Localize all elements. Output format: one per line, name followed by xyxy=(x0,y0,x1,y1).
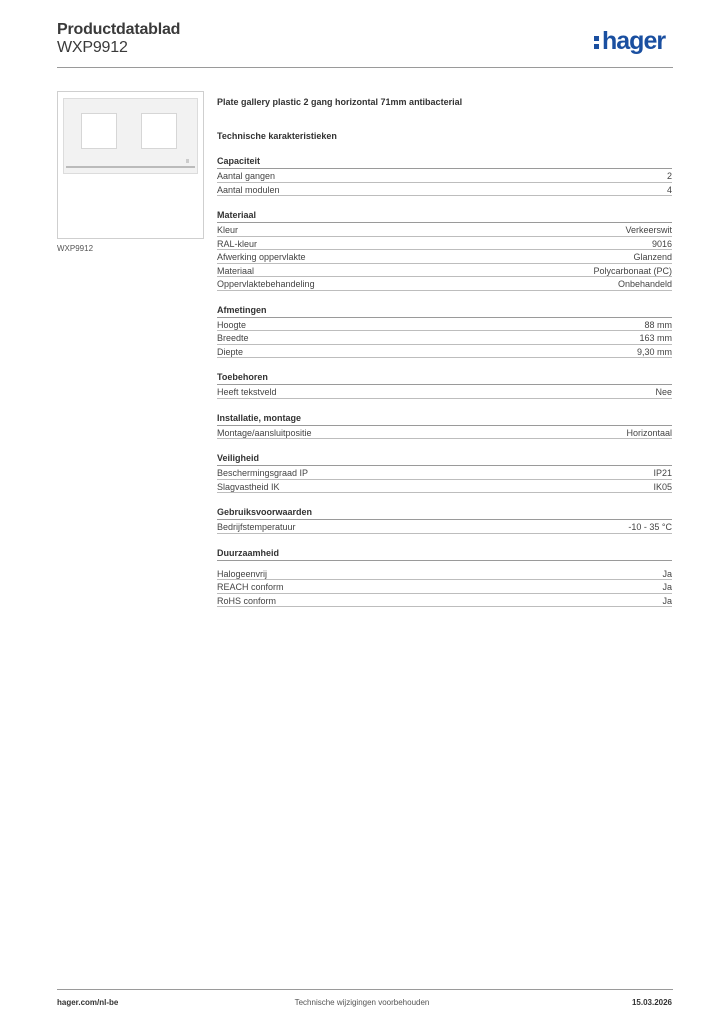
spec-row xyxy=(217,567,672,581)
logo-text: hager xyxy=(602,27,666,55)
spec-row xyxy=(217,169,672,183)
spec-section xyxy=(217,155,672,196)
spec-section xyxy=(217,209,672,291)
spec-label: Afwerking oppervlakte xyxy=(217,252,306,262)
spec-label: Aantal modulen xyxy=(217,184,280,195)
header-divider xyxy=(57,67,673,68)
spec-value: Glanzend xyxy=(633,252,672,262)
spec-section xyxy=(217,506,672,534)
spec-value: 88 mm xyxy=(644,319,672,330)
section-title: Toebehoren xyxy=(217,371,672,385)
footer-divider xyxy=(57,989,673,990)
spec-section xyxy=(217,304,672,359)
switch-plate-icon xyxy=(63,98,198,174)
hager-logo xyxy=(594,27,665,55)
section-title: Gebruiksvoorwaarden xyxy=(217,506,672,520)
logo-dots-icon xyxy=(594,32,600,50)
spec-row xyxy=(217,277,672,291)
section-title: Afmetingen xyxy=(217,304,672,318)
spec-value: IP21 xyxy=(653,468,672,478)
section-title: Installatie, montage xyxy=(217,412,672,426)
spec-row xyxy=(217,183,672,197)
spec-label: Oppervlaktebehandeling xyxy=(217,279,315,289)
spec-row xyxy=(217,580,672,594)
spec-value: 163 mm xyxy=(639,333,672,343)
spec-label: Bedrijfstemperatuur xyxy=(217,522,296,532)
section-title: Veiligheid xyxy=(217,452,672,466)
spec-content xyxy=(217,96,672,607)
product-image xyxy=(57,91,204,239)
spec-row xyxy=(217,331,672,345)
spec-value: 2 xyxy=(666,171,672,181)
footer-date: 15.03.2026 xyxy=(631,998,672,1007)
product-code: WXP9912 xyxy=(57,39,128,56)
spec-label: Kleur xyxy=(217,225,239,235)
spec-label: Heeft tekstveld xyxy=(217,387,277,397)
spec-value: Ja xyxy=(662,568,672,579)
spec-row xyxy=(217,237,672,251)
spec-row xyxy=(217,264,672,278)
spec-row xyxy=(217,318,672,332)
spec-value: -10 - 35 °C xyxy=(628,522,672,532)
spec-label: Slagvastheid IK xyxy=(217,481,280,492)
section-title: Materiaal xyxy=(217,209,672,223)
spec-value: Ja xyxy=(662,582,672,592)
section-title: Capaciteit xyxy=(217,155,672,169)
spec-row xyxy=(217,250,672,264)
spec-row xyxy=(217,426,672,440)
spec-section xyxy=(217,412,672,440)
spec-row xyxy=(217,223,672,237)
spec-label: Aantal gangen xyxy=(217,171,276,181)
spec-label: Diepte xyxy=(217,346,244,357)
spec-value: 9016 xyxy=(651,238,672,249)
spec-section xyxy=(217,452,672,493)
page-title: Productdatablad xyxy=(57,21,181,38)
spec-value: Ja xyxy=(662,595,672,606)
spec-section xyxy=(217,371,672,399)
spec-label: RAL-kleur xyxy=(217,238,258,249)
product-description: Plate gallery plastic 2 gang horizontal 71mm antibacterial xyxy=(217,97,463,107)
spec-row xyxy=(217,466,672,480)
footer-notice: Technische wijzigingen voorbehouden xyxy=(294,998,430,1007)
spec-row xyxy=(217,345,672,359)
spec-value: Verkeerswit xyxy=(625,225,672,235)
spec-value: Onbehandeld xyxy=(617,279,672,289)
spec-row xyxy=(217,480,672,494)
image-caption: WXP9912 xyxy=(57,244,94,253)
spec-row xyxy=(217,520,672,534)
spec-row xyxy=(217,594,672,608)
spec-label: RoHS conform xyxy=(217,595,277,606)
section-title: Duurzaamheid xyxy=(217,547,672,561)
spec-label: REACH conform xyxy=(217,582,284,592)
spec-label: Montage/aansluitpositie xyxy=(217,427,312,438)
spec-value: Horizontaal xyxy=(626,427,672,438)
spec-label: Breedte xyxy=(217,333,249,343)
spec-value: 9,30 mm xyxy=(636,346,672,357)
footer-website: hager.com/nl-be xyxy=(57,998,119,1007)
spec-section xyxy=(217,547,672,608)
spec-row xyxy=(217,385,672,399)
spec-label: Halogeenvrij xyxy=(217,568,268,579)
spec-label: Hoogte xyxy=(217,319,247,330)
spec-value: 4 xyxy=(666,184,672,195)
spec-value: Nee xyxy=(655,387,672,397)
spec-label: Beschermingsgraad IP xyxy=(217,468,309,478)
spec-value: Polycarbonaat (PC) xyxy=(593,265,672,276)
spec-label: Materiaal xyxy=(217,265,255,276)
technical-heading: Technische karakteristieken xyxy=(217,131,337,141)
spec-value: IK05 xyxy=(653,481,672,492)
